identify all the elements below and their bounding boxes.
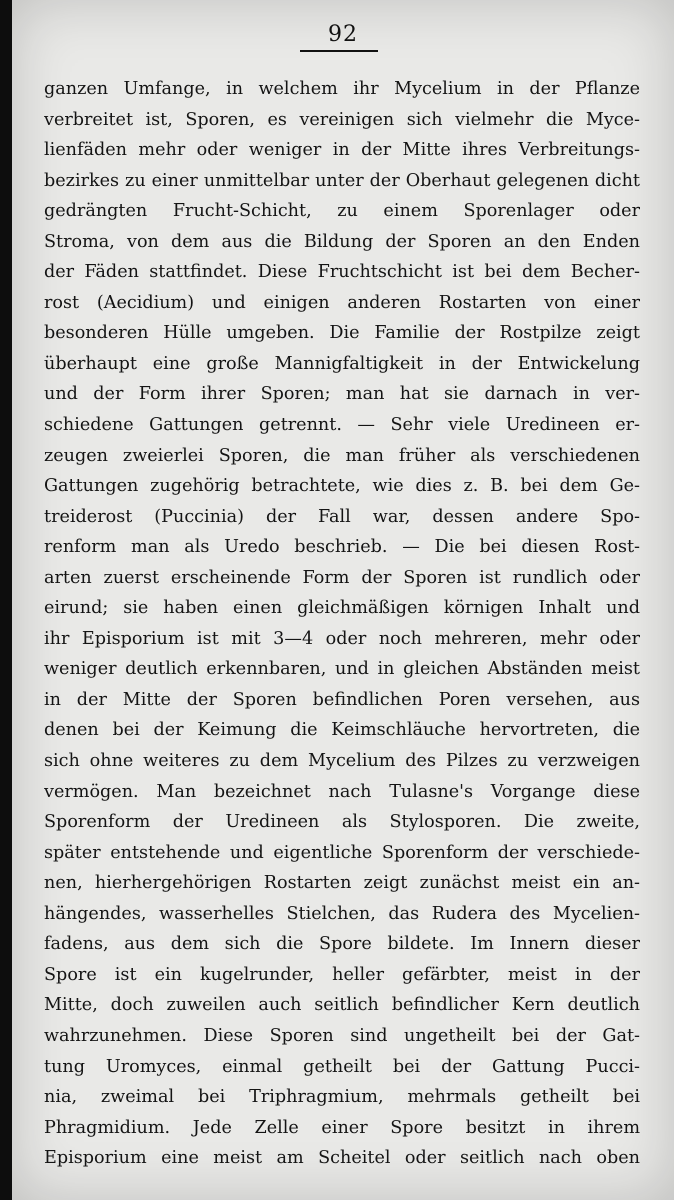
text-line: fadens, aus dem sich die Spore bildete. Im Innern dieser xyxy=(44,934,640,955)
text-line: vermögen. Man bezeichnet nach Tulasne's Vorgange diese xyxy=(44,781,640,802)
text-line: Gattungen zugehörig betrachtete, wie dies z. B. bei dem Ge- xyxy=(44,476,640,497)
text-line: arten zuerst erscheinende Form der Sporen ist rundlich oder xyxy=(44,567,640,588)
text-line: in der Mitte der Sporen befindlichen Poren versehen, aus xyxy=(44,689,640,710)
text-line: Phragmidium. Jede Zelle einer Spore besitzt in ihrem xyxy=(44,1117,640,1138)
text-line: tung Uromyces, einmal getheilt bei der Gattung Pucci- xyxy=(44,1056,640,1077)
text-line: später entstehende und eigentliche Sporenform der verschiede- xyxy=(44,842,640,863)
text-line: Episporium eine meist am Scheitel oder seitlich nach oben xyxy=(44,1148,640,1169)
text-line: Spore ist ein kugelrunder, heller gefärbter, meist in der xyxy=(44,964,640,985)
text-line: renform man als Uredo beschrieb. — Die bei diesen Rost- xyxy=(44,537,640,558)
text-line: ganzen Umfange, in welchem ihr Mycelium in der Pflanze xyxy=(44,79,640,99)
text-line: der Fäden stattfindet. Diese Fruchtschicht ist bei dem Becher- xyxy=(44,262,640,283)
text-line: und der Form ihrer Sporen; man hat sie darnach in ver- xyxy=(44,384,640,405)
text-line: gedrängten Frucht-Schicht, zu einem Sporenlager oder xyxy=(44,201,640,222)
book-page xyxy=(12,0,674,1200)
page-number: 92 xyxy=(328,22,358,47)
text-line: rost (Aecidium) und einigen anderen Rostarten von einer xyxy=(44,292,640,313)
text-line: überhaupt eine große Mannigfaltigkeit in der Entwickelung xyxy=(44,353,640,374)
text-line: sich ohne weiteres zu dem Mycelium des Pilzes zu verzweigen xyxy=(44,751,640,772)
text-line: zeugen zweierlei Sporen, die man früher als verschiedenen xyxy=(44,445,640,466)
text-line: nen, hierhergehörigen Rostarten zeigt zunächst meist ein an- xyxy=(44,873,640,894)
text-line: verbreitet ist, Sporen, es vereinigen sich vielmehr die Myce- xyxy=(44,109,640,130)
body-text xyxy=(44,74,640,1174)
text-line: Stroma, von dem aus die Bildung der Sporen an den Enden xyxy=(44,231,640,252)
text-line: Sporenform der Uredineen als Stylosporen. Die zweite, xyxy=(44,812,640,833)
text-line: hängendes, wasserhelles Stielchen, das Rudera des Mycelien- xyxy=(44,903,640,924)
header-rule xyxy=(300,50,378,52)
text-line: nia, zweimal bei Triphragmium, mehrmals getheilt bei xyxy=(44,1087,640,1108)
text-line: lienfäden mehr oder weniger in der Mitte ihres Verbreitungs- xyxy=(44,140,640,161)
text-line: treiderost (Puccinia) der Fall war, dessen andere Spo- xyxy=(44,506,640,527)
text-line: denen bei der Keimung die Keimschläuche hervortreten, die xyxy=(44,720,640,741)
text-line: bezirkes zu einer unmittelbar unter der Oberhaut gelegenen dicht xyxy=(44,170,640,191)
text-line: eirund; sie haben einen gleichmäßigen körnigen Inhalt und xyxy=(44,598,640,619)
text-line: wahrzunehmen. Diese Sporen sind ungetheilt bei der Gat- xyxy=(44,1025,640,1046)
text-line: Mitte, doch zuweilen auch seitlich befindlicher Kern deutlich xyxy=(44,995,640,1016)
text-line: weniger deutlich erkennbaren, und in gleichen Abständen meist xyxy=(44,659,640,680)
text-line: schiedene Gattungen getrennt. — Sehr viele Uredineen er- xyxy=(44,415,640,436)
text-line: besonderen Hülle umgeben. Die Familie der Rostpilze zeigt xyxy=(44,323,640,344)
text-line: ihr Episporium ist mit 3—4 oder noch mehreren, mehr oder xyxy=(44,628,640,649)
